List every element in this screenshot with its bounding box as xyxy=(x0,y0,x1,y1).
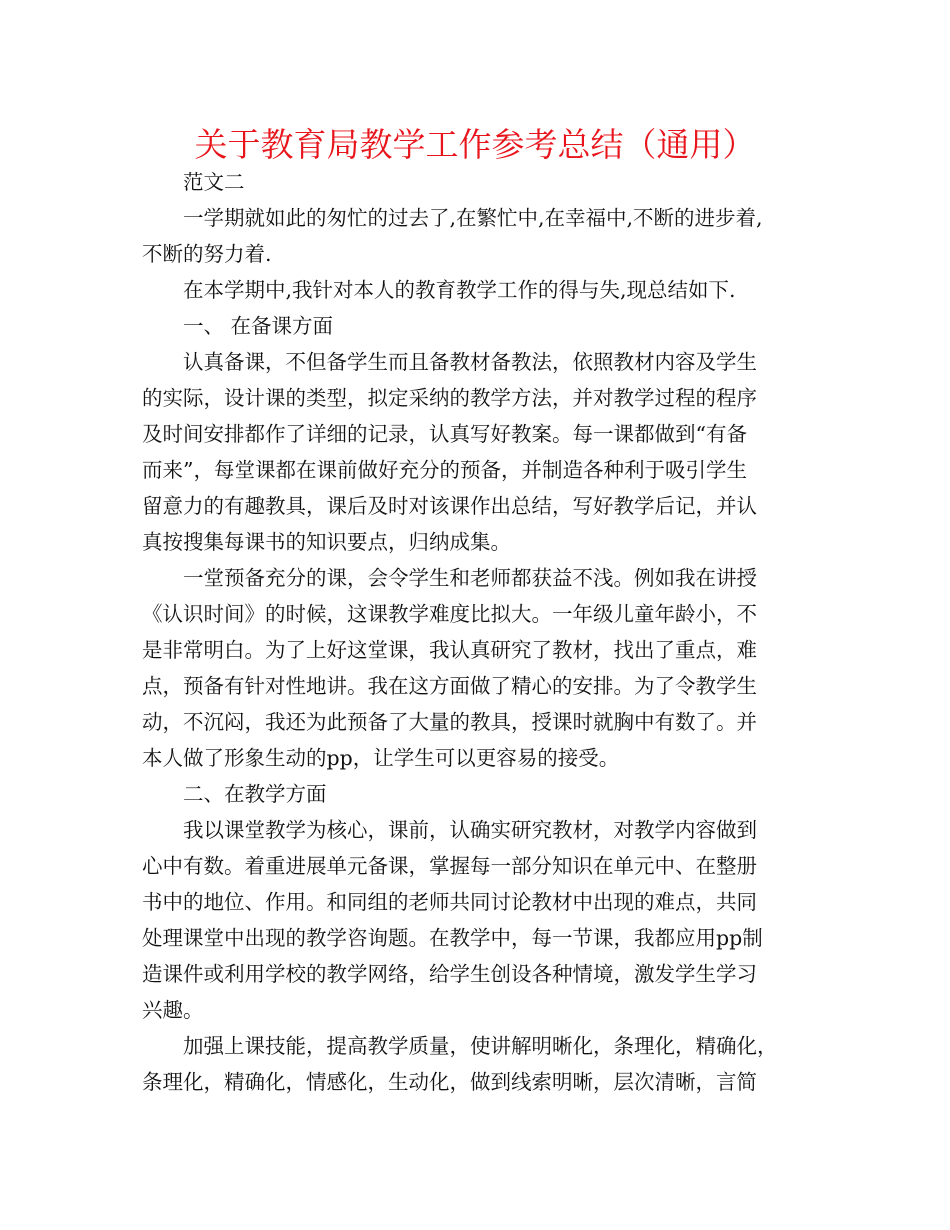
text-line: 造课件或利用学校的教学网络，给学生创设各种情境，激发学生学习 xyxy=(142,962,757,986)
text-line: 认真备课，不但备学生而且备教材备教法，依照教材内容及学生 xyxy=(183,350,757,374)
text-line: 一堂预备充分的课，会令学生和老师都获益不浅。例如我在讲授 xyxy=(183,566,757,590)
document-body xyxy=(142,164,824,1100)
text-line: 留意力的有趣教具，课后及时对该课作出总结，写好教学后记，并认 xyxy=(142,494,757,518)
text-line: 书中的地位、作用。和同组的老师共同讨论教材中出现的难点，共同 xyxy=(142,890,757,914)
text-line: 我以课堂教学为核心，课前，认确实研究教材，对教学内容做到 xyxy=(183,818,757,842)
text-line: 点，预备有针对性地讲。我在这方面做了精心的安排。为了令教学生 xyxy=(142,674,757,698)
text-line: 而来”，每堂课都在课前做好充分的预备，并制造各种利于吸引学生 xyxy=(142,458,747,482)
text-line: 真按搜集每课书的知识要点，归纳成集。 xyxy=(142,530,511,554)
text-line: 不断的努力着. xyxy=(142,242,272,266)
text-line: 及时间安排都作了详细的记录，认真写好教案。每一课都做到“有备 xyxy=(142,422,747,446)
document-title: 关于教育局教学工作参考总结（通用） xyxy=(194,125,756,164)
text-line: 在本学期中,我针对本人的教育教学工作的得与失,现总结如下. xyxy=(183,278,736,302)
text-line: 一学期就如此的匆忙的过去了,在繁忙中,在幸福中,不断的进步着, xyxy=(183,206,763,230)
text-line: 一、 在备课方面 xyxy=(183,314,334,338)
text-line: 兴趣。 xyxy=(142,998,204,1022)
text-line: 动，不沉闷，我还为此预备了大量的教具，授课时就胸中有数了。并 xyxy=(142,710,757,734)
text-line: 心中有数。着重进展单元备课，掌握每一部分知识在单元中、在整册 xyxy=(142,854,757,878)
text-line: 是非常明白。为了上好这堂课，我认真研究了教材，找出了重点，难 xyxy=(142,638,757,662)
text-line: 处理课堂中出现的教学咨询题。在教学中，每一节课，我都应用pp制 xyxy=(142,926,763,950)
text-line: 条理化，精确化，情感化，生动化，做到线索明晰，层次清晰，言简 xyxy=(142,1070,757,1094)
text-line: 的实际，设计课的类型，拟定采纳的教学方法，并对教学过程的程序 xyxy=(142,386,757,410)
text-line: 范文二 xyxy=(183,170,245,194)
text-line: 本人做了形象生动的pp，让学生可以更容易的接受。 xyxy=(142,746,620,770)
text-line: 《认识时间》的时候，这课教学难度比拟大。一年级儿童年龄小，不 xyxy=(142,602,757,626)
text-line: 加强上课技能，提高教学质量，使讲解明晰化，条理化，精确化， xyxy=(183,1034,778,1058)
text-line: 二、在教学方面 xyxy=(183,782,327,806)
